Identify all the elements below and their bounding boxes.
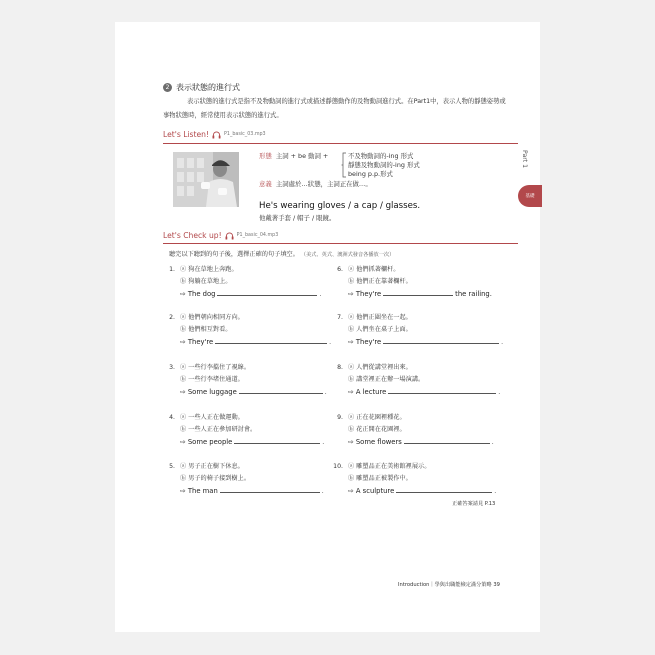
listen-divider [163, 143, 518, 144]
answer-blank[interactable] [383, 288, 453, 296]
answer-end: . [324, 389, 327, 396]
section-number: 2 [163, 83, 172, 92]
answer-blank[interactable] [383, 336, 499, 344]
check-heading-text: Let's Check up! [163, 231, 222, 240]
option-a: ⓐ 正在花園裡種花。 [348, 414, 406, 421]
example-photo [173, 152, 239, 207]
question-number: 5. [169, 463, 175, 470]
option-b: ⓑ 雕塑品正被製作中。 [348, 475, 412, 482]
option-b: ⓑ 講堂裡正在辦一場演講。 [348, 376, 425, 383]
answer-blank[interactable] [388, 386, 496, 394]
headphone-icon [212, 131, 221, 139]
answer-blank[interactable] [239, 386, 323, 394]
form-option-3: being p.p.形式 [348, 170, 393, 178]
answer-end: . [322, 439, 325, 446]
check-audio-file[interactable]: P1_basic_04.mp3 [236, 233, 279, 238]
option-b: ⓑ 一些行李堵住通道。 [180, 376, 244, 383]
answer-prompt: ⇨ A sculpture [348, 487, 395, 495]
part-label: Part 1 [521, 150, 528, 169]
answer-prompt: ⇨ Some flowers [348, 438, 402, 446]
listen-heading-text: Let's Listen! [163, 130, 210, 139]
headphone-icon [225, 232, 234, 240]
option-a: ⓐ 他們正圍坐在一起。 [348, 314, 412, 321]
meaning-row [259, 179, 372, 188]
answer-end: . [491, 439, 494, 446]
question-number: 1. [169, 266, 175, 273]
answer-prompt: ⇨ The dog [180, 290, 216, 298]
form-option-2: 靜態及物動詞的-ing 形式 [348, 161, 420, 169]
question-item [163, 461, 338, 521]
example-sentence-zh: 他戴著手套 / 帽子 / 眼鏡。 [259, 214, 336, 222]
answer-blank[interactable] [404, 436, 490, 444]
option-a: ⓐ 一些人正在做運動。 [180, 414, 244, 421]
option-a: ⓐ 雕塑品正在美術館裡展示。 [348, 463, 431, 470]
option-a: ⓐ 狗在草地上奔跑。 [180, 266, 238, 273]
man-wearing-gloves-photo [173, 152, 239, 207]
listen-heading [163, 130, 266, 139]
answer-end: . [329, 339, 332, 346]
answer-blank[interactable] [217, 288, 317, 296]
option-a: ⓐ 他們朝向相同方向。 [180, 314, 244, 321]
question-number: 7. [337, 314, 343, 321]
answer-prompt: ⇨ Some luggage [180, 388, 237, 396]
listen-audio-file[interactable]: P1_basic_03.mp3 [224, 132, 266, 137]
page-footer: Introduction｜學與出職能檢定滿分策略 39 [398, 582, 500, 588]
form-row [259, 151, 328, 160]
option-b: ⓑ 他們相互對看。 [180, 326, 232, 333]
option-a: ⓐ 他們抓著欄杆。 [348, 266, 400, 273]
answer-blank[interactable] [215, 336, 327, 344]
check-divider [163, 243, 518, 244]
section-paragraph: 表示狀態的進行式是指不及物動詞的進行式或描述靜態動作的及物動詞進行式。在Part1中，表示人物的靜態姿勢或事物狀態時，經常使用表示狀態的進行式。 [163, 98, 506, 119]
answer-prompt: ⇨ They're [348, 338, 382, 346]
example-sentence-en: He's wearing gloves / a cap / glasses. [259, 201, 421, 211]
answer-blank[interactable] [220, 485, 320, 493]
question-number: 8. [337, 364, 343, 371]
section-title-text: 表示狀態的進行式 [176, 83, 240, 92]
option-a: ⓐ 男子正在樹下休息。 [180, 463, 244, 470]
answer-prompt: ⇨ Some people [180, 438, 233, 446]
option-b: ⓑ 人們坐在桌子上面。 [348, 326, 412, 333]
answer-end: . [501, 339, 504, 346]
form-option-1: 不及物動詞的-ing 形式 [348, 152, 414, 160]
answer-prompt: ⇨ They're [180, 338, 214, 346]
instruction-text: 聽完以下聽到的句子後，選擇正確的句子填空。 [169, 251, 299, 258]
question-item [331, 461, 506, 521]
option-b: ⓑ 一些人正在參加研討會。 [180, 426, 257, 433]
question-number: 4. [169, 414, 175, 421]
question-number: 3. [169, 364, 175, 371]
section-title [163, 82, 240, 93]
answer-prompt: ⇨ They're [348, 290, 382, 298]
meaning-tag: 意義 [259, 180, 272, 188]
textbook-page [115, 22, 540, 632]
answer-end: the railing. [455, 290, 492, 298]
answer-end: . [319, 291, 322, 298]
form-text: 主詞 + be 動詞 + [275, 152, 329, 160]
option-b: ⓑ 他們正在靠著欄杆。 [348, 278, 412, 285]
part-tab[interactable]: 基礎 [518, 185, 542, 207]
answers-reference: 正確答案請見 P.13 [452, 501, 496, 507]
instruction-note: （美式、英式、澳洲式發音各播放一次） [300, 252, 395, 258]
options-bracket [341, 152, 347, 178]
question-number: 9. [337, 414, 343, 421]
answer-prompt: ⇨ The man [180, 487, 218, 495]
answer-end: . [494, 488, 497, 495]
answer-blank[interactable] [234, 436, 320, 444]
option-a: ⓐ 一些行李擋住了視線。 [180, 364, 251, 371]
option-b: ⓑ 男子的椅子接到樹上。 [180, 475, 251, 482]
option-b: ⓑ 狗躺在草地上。 [180, 278, 232, 285]
answer-prompt: ⇨ A lecture [348, 388, 387, 396]
check-heading [163, 231, 278, 240]
option-b: ⓑ 花正開在花園裡。 [348, 426, 406, 433]
meaning-text: 主詞處於…狀態，主詞正在做…。 [275, 180, 372, 188]
check-instruction [169, 249, 394, 258]
answer-end: . [321, 488, 324, 495]
question-number: 6. [337, 266, 343, 273]
form-tag: 形態 [259, 152, 272, 160]
answer-blank[interactable] [396, 485, 492, 493]
question-number: 2. [169, 314, 175, 321]
answer-end: . [498, 389, 501, 396]
question-number: 10. [333, 463, 343, 470]
option-a: ⓐ 人們從講堂裡出來。 [348, 364, 412, 371]
